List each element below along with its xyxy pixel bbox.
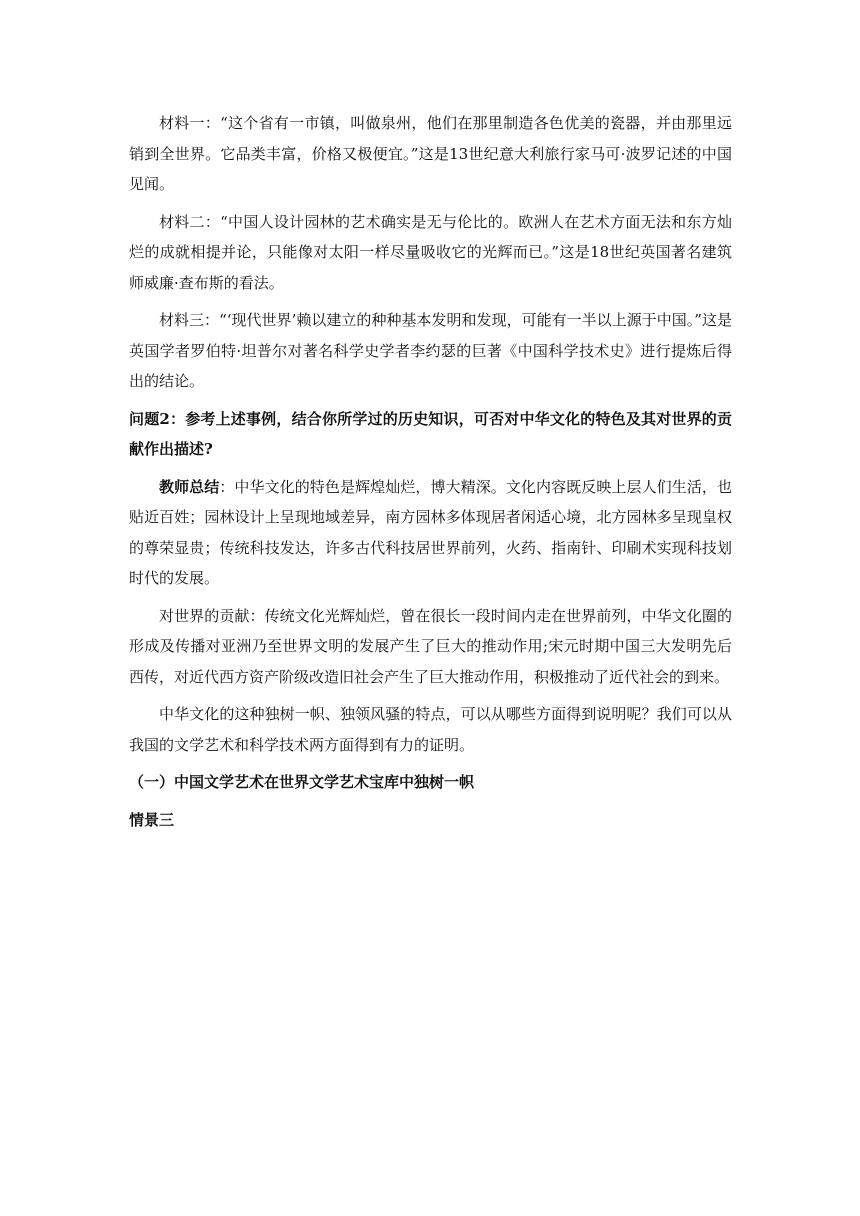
teacher-summary-label: 教师总结	[159, 477, 220, 496]
document-body	[129, 108, 732, 835]
transition-paragraph: 中华文化的这种独树一帜、独领风骚的特点，可以从哪些方面得到说明呢？我们可以从我国的文学艺术和科学技术两方面得到有力的证明。	[129, 705, 732, 754]
teacher-summary-text: ：中华文化的特色是辉煌灿烂，博大精深。文化内容既反映上层人们生活，也贴近百姓；园林设计上呈现地域差异，南方园林多体现居者闲适心境，北方园林多呈现皇权的尊荣显贵；传统科技发达，许多古代科技居世界前列，火药、指南针、印刷术实现科技划时代的发展。	[129, 477, 732, 587]
teacher-summary-paragraph	[129, 472, 732, 594]
material-1-paragraph: 材料一：“这个省有一市镇，叫做泉州，他们在那里制造各色优美的瓷器，并由那里远销到全世界。它品类丰富，价格又极便宜。”这是13世纪意大利旅行家马可·波罗记述的中国见闻。	[129, 114, 732, 193]
material-3-paragraph: 材料三：“‘现代世界’赖以建立的种种基本发明和发现，可能有一半以上源于中国。”这是英国学者罗伯特·坦普尔对著名科学史学者李约瑟的巨著《中国科学技术史》进行提炼后得出的结论。	[129, 311, 732, 390]
section-heading: （一）中国文学艺术在世界文学艺术宝库中独树一帜	[129, 773, 475, 791]
scenario-heading: 情景三	[129, 810, 175, 829]
question-2-heading: 问题2：参考上述事例，结合你所学过的历史知识，可否对中华文化的特色及其对世界的贡献作出描述?	[129, 409, 732, 458]
material-2-paragraph: 材料二：“中国人设计园林的艺术确实是无与伦比的。欧洲人在艺术方面无法和东方灿烂的成就相提并论，只能像对太阳一样尽量吸收它的光辉而已。”这是18世纪英国著名建筑师威廉·查布斯的看法。	[129, 212, 732, 292]
contribution-paragraph: 对世界的贡献：传统文化光辉灿烂，曾在很长一段时间内走在世界前列，中华文化圈的形成及传播对亚洲乃至世界文明的发展产生了巨大的推动作用;宋元时期中国三大发明先后西传，对近代西方资产阶级改造旧社会产生了巨大推动作用，积极推动了近代社会的到来。	[129, 606, 732, 686]
